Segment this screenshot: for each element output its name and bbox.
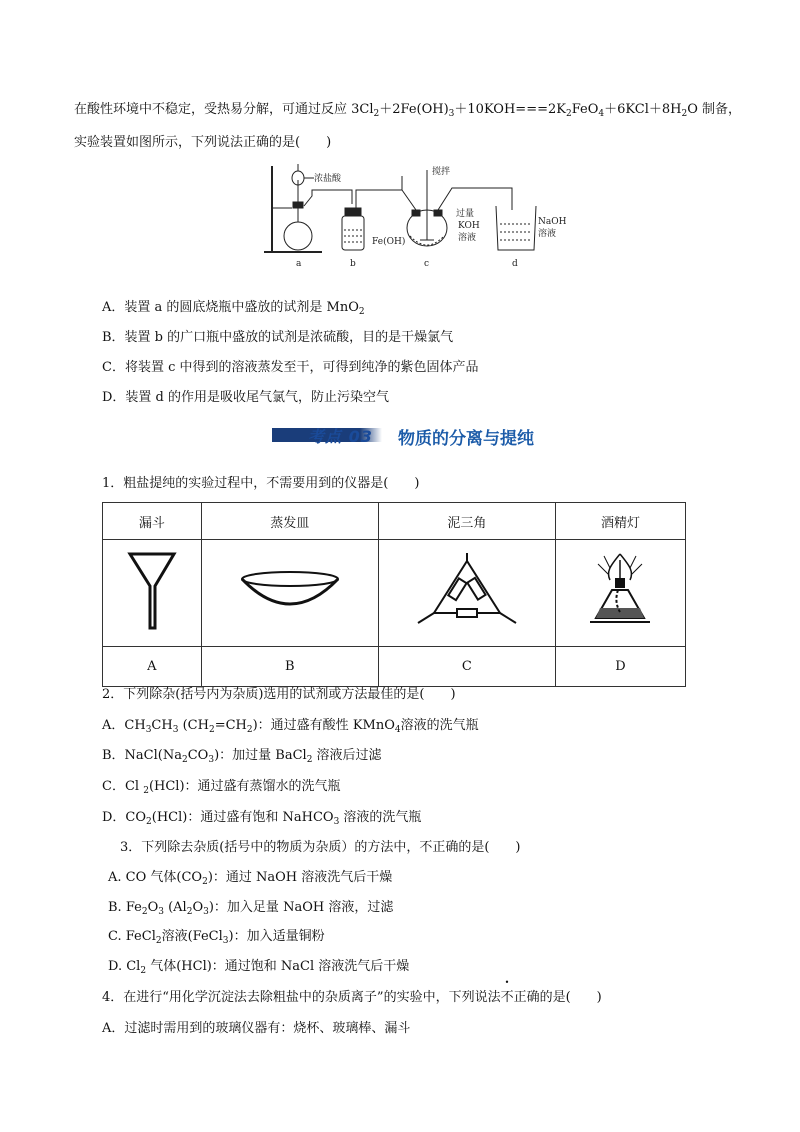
header-funnel: 漏斗: [103, 503, 202, 540]
q4-option-a: A．过滤时需用到的玻璃仪器有：烧杯、玻璃棒、漏斗: [102, 1021, 411, 1036]
label-b: b: [350, 259, 356, 269]
intro-line-2: 实验装置如图所示，下列说法正确的是( ): [74, 135, 332, 150]
label-feoh3: Fe(OH): [372, 237, 406, 247]
intro-line-1: 在酸性环境中不稳定，受热易分解，可通过反应 $3Cl_2+2Fe(OH)_3+10KOH===2K_2FeO_4+6KCl+8H_2O$ 制备，: [74, 102, 741, 119]
evaporating-dish-icon: [235, 561, 345, 621]
label-naoh: NaOH: [538, 217, 567, 227]
label-c: c: [424, 259, 430, 269]
option-c: C: [378, 647, 555, 687]
header-clay-triangle: 泥三角: [378, 503, 555, 540]
q2-stem: 2．下列除杂(括号内为杂质)选用的试剂或方法最佳的是( ): [102, 687, 456, 702]
alcohol-lamp-image: [555, 540, 685, 647]
q2-option-b: B．$NaCl(Na_2CO_3)$：加过量 BaCl$_2$ 溶液后过滤: [102, 748, 382, 765]
q1-stem: 1．粗盐提纯的实验过程中，不需要用到的仪器是( ): [102, 476, 420, 491]
clay-triangle-image: [378, 540, 555, 647]
label-koh-solution: 溶液: [458, 233, 477, 243]
section-title: 物质的分离与提纯: [398, 429, 534, 449]
q4-stem: 4．在进行“用化学沉淀法去除粗盐中的杂质离子”的实验中，下列说法不正确的是( ): [102, 990, 602, 1005]
prev-option-c: C．将装置 c 中得到的溶液蒸发至干，可得到纯净的紫色固体产品: [102, 360, 479, 375]
q2-option-c: C．Cl $_2$(HCl)：通过盛有蒸馏水的洗气瓶: [102, 779, 341, 796]
label-koh: KOH: [458, 221, 480, 231]
label-excess: 过量: [456, 209, 475, 219]
label-d: d: [512, 259, 518, 269]
q2-option-d: D．$CO_2(HCl)$：通过盛有饱和 NaHCO$_3$ 溶液的洗气瓶: [102, 810, 422, 827]
evaporating-dish-image: [201, 540, 378, 647]
q3-option-d: D. $Cl_2$ 气体(HCl)：通过饱和 NaCl 溶液洗气后干燥: [108, 959, 410, 976]
option-d: D: [555, 647, 685, 687]
label-stir: 搅拌: [432, 167, 451, 177]
section-header: [272, 424, 572, 449]
funnel-image: [103, 540, 202, 647]
section-badge: 考点 03: [308, 427, 373, 446]
q1-table: [102, 502, 686, 687]
label-conc-hcl: 浓盐酸: [314, 174, 342, 184]
header-evaporating-dish: 蒸发皿: [201, 503, 378, 540]
prev-option-b: B．装置 b 的广口瓶中盛放的试剂是浓硫酸，目的是干燥氯气: [102, 330, 454, 345]
q3-option-b: B. $Fe_2O_3$ $(Al_2O_3)$：加入足量 NaOH 溶液，过滤: [108, 900, 394, 917]
q4-emphasis: 不正确: [500, 990, 540, 1005]
label-a: a: [296, 259, 302, 269]
clay-triangle-icon: [412, 551, 522, 631]
option-b: B: [201, 647, 378, 687]
header-alcohol-lamp: 酒精灯: [555, 503, 685, 540]
q2-option-a: A．$CH_3CH_3$ $(CH_2=CH_2)$：通过盛有酸性 KMnO$_4$溶液的洗气瓶: [102, 718, 479, 735]
prev-option-d: D．装置 d 的作用是吸收尾气氯气，防止污染空气: [102, 390, 390, 405]
prev-option-a: A．装置 a 的圆底烧瓶中盛放的试剂是 MnO$_2$: [102, 300, 365, 317]
funnel-icon: [122, 546, 182, 636]
q3-stem: 3．下列除去杂质(括号中的物质为杂质）的方法中，不正确的是( ): [120, 840, 521, 855]
option-a: A: [103, 647, 202, 687]
q3-option-a: A. CO 气体$(CO_2)$：通过 NaOH 溶液洗气后干燥: [108, 870, 393, 887]
apparatus-diagram: [262, 160, 572, 272]
label-naoh-solution: 溶液: [538, 229, 557, 239]
alcohol-lamp-icon: [580, 546, 660, 636]
q3-option-c: C. FeCl$_2$溶液(FeCl$_3$)：加入适量铜粉: [108, 929, 325, 946]
